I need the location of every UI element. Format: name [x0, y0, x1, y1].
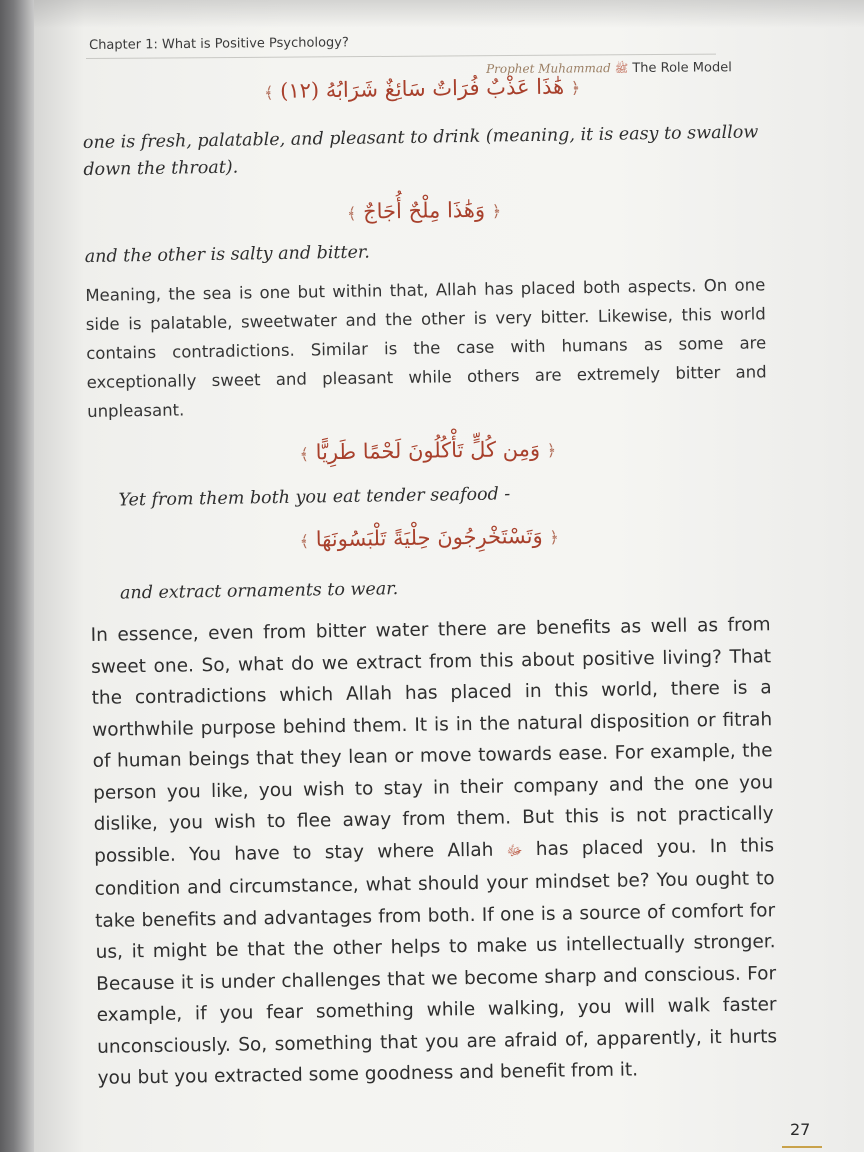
verse-3-text: وَمِن كُلٍّ تَأْكُلُونَ لَحْمًا طَرِيًّا [315, 436, 541, 465]
honorific-symbol: ﷺ [614, 62, 629, 76]
quran-verse-3 [88, 433, 768, 480]
translation-3: Yet from them both you eat tender seafood - [118, 484, 511, 511]
verse-open-bracket-icon: ﴿ [570, 78, 581, 98]
paragraph-1: Meaning, the sea is one but within that, Allah has placed both aspects. On one side is palatable, sweetwater and the other is very bitter. Likewise, this world contains contradictions. Similar is the case with humans as some are exceptionally sweet and pleasant while others are extremely bitter and unpleasant. [85, 275, 767, 421]
verse-close-bracket-icon: ﴾ [299, 531, 310, 551]
verse-2-text: وَهَٰذَا مِلْحٌ أُجَاجٌ [362, 197, 486, 224]
verse-open-bracket-icon: ﴿ [546, 440, 557, 460]
allah-honorific-symbol: ﷻ [506, 842, 523, 859]
verse-open-bracket-icon: ﴿ [549, 527, 559, 547]
translation-1: one is fresh, palatable, and pleasant to drink (meaning, it is easy to swallow down the throat). [82, 122, 759, 180]
verse-close-bracket-icon: ﴾ [299, 444, 310, 464]
quran-verse-2 [84, 193, 764, 240]
verse-4-text: وَتَسْتَخْرِجُونَ حِلْيَةً تَلْبَسُونَهَا [315, 523, 543, 552]
verse-1-text: هَٰذَا عَذْبٌ فُرَاتٌ سَائِغٌ شَرَابُهُ [325, 74, 565, 103]
verse-open-bracket-icon: ﴿ [491, 201, 502, 221]
translation-4: and extract ornaments to wear. [119, 579, 399, 604]
page-content [82, 71, 778, 1094]
paragraph-2-part-2: has placed you. In this condition and circumstance, what should your mindset be? You ought to take benefits and advantages from both. If one is a source of comfort for us, it might be that the other helps to make us intellectually stronger. Because it is under challenges that we become sharp and conscious. For example, if you fear something while walking, you will walk faster unconsciously. So, something that you are afraid of, apparently, it hurts you but you extracted some goodness and benefit from it. [94, 834, 778, 1089]
translation-2: and the other is salty and bitter. [84, 242, 371, 267]
verse-close-bracket-icon: ﴾ [346, 203, 357, 223]
quran-verse-4 [89, 520, 770, 571]
page-number: 27 [790, 1120, 811, 1139]
paragraph-2-part-1: In essence, even from bitter water there are benefits as well as from sweet one. So, what do we extract from this about positive living? That the contradictions which Allah has placed in this world, there is a worthwhile purpose behind them. It is in the natural disposition or fitrah of human beings that they lean or move towards ease. For example, the person you like, you wish to stay in their company and the one you dislike, you wish to flee away from them. But this is not practically possible. You have to stay where Allah [90, 614, 774, 867]
verse-close-bracket-icon: ﴾ [263, 82, 274, 103]
verse-1-number: (١٢) [279, 78, 320, 103]
page-number-underline [782, 1146, 822, 1148]
page-top-shadow [34, 0, 864, 28]
paragraph-2 [90, 609, 777, 1094]
running-header-chapter: Chapter 1: What is Positive Psychology? [89, 35, 349, 53]
book-spine-shadow [0, 0, 34, 1152]
book-subtitle: The Role Model [632, 60, 732, 76]
book-title-script: Prophet Muhammad [486, 61, 611, 76]
